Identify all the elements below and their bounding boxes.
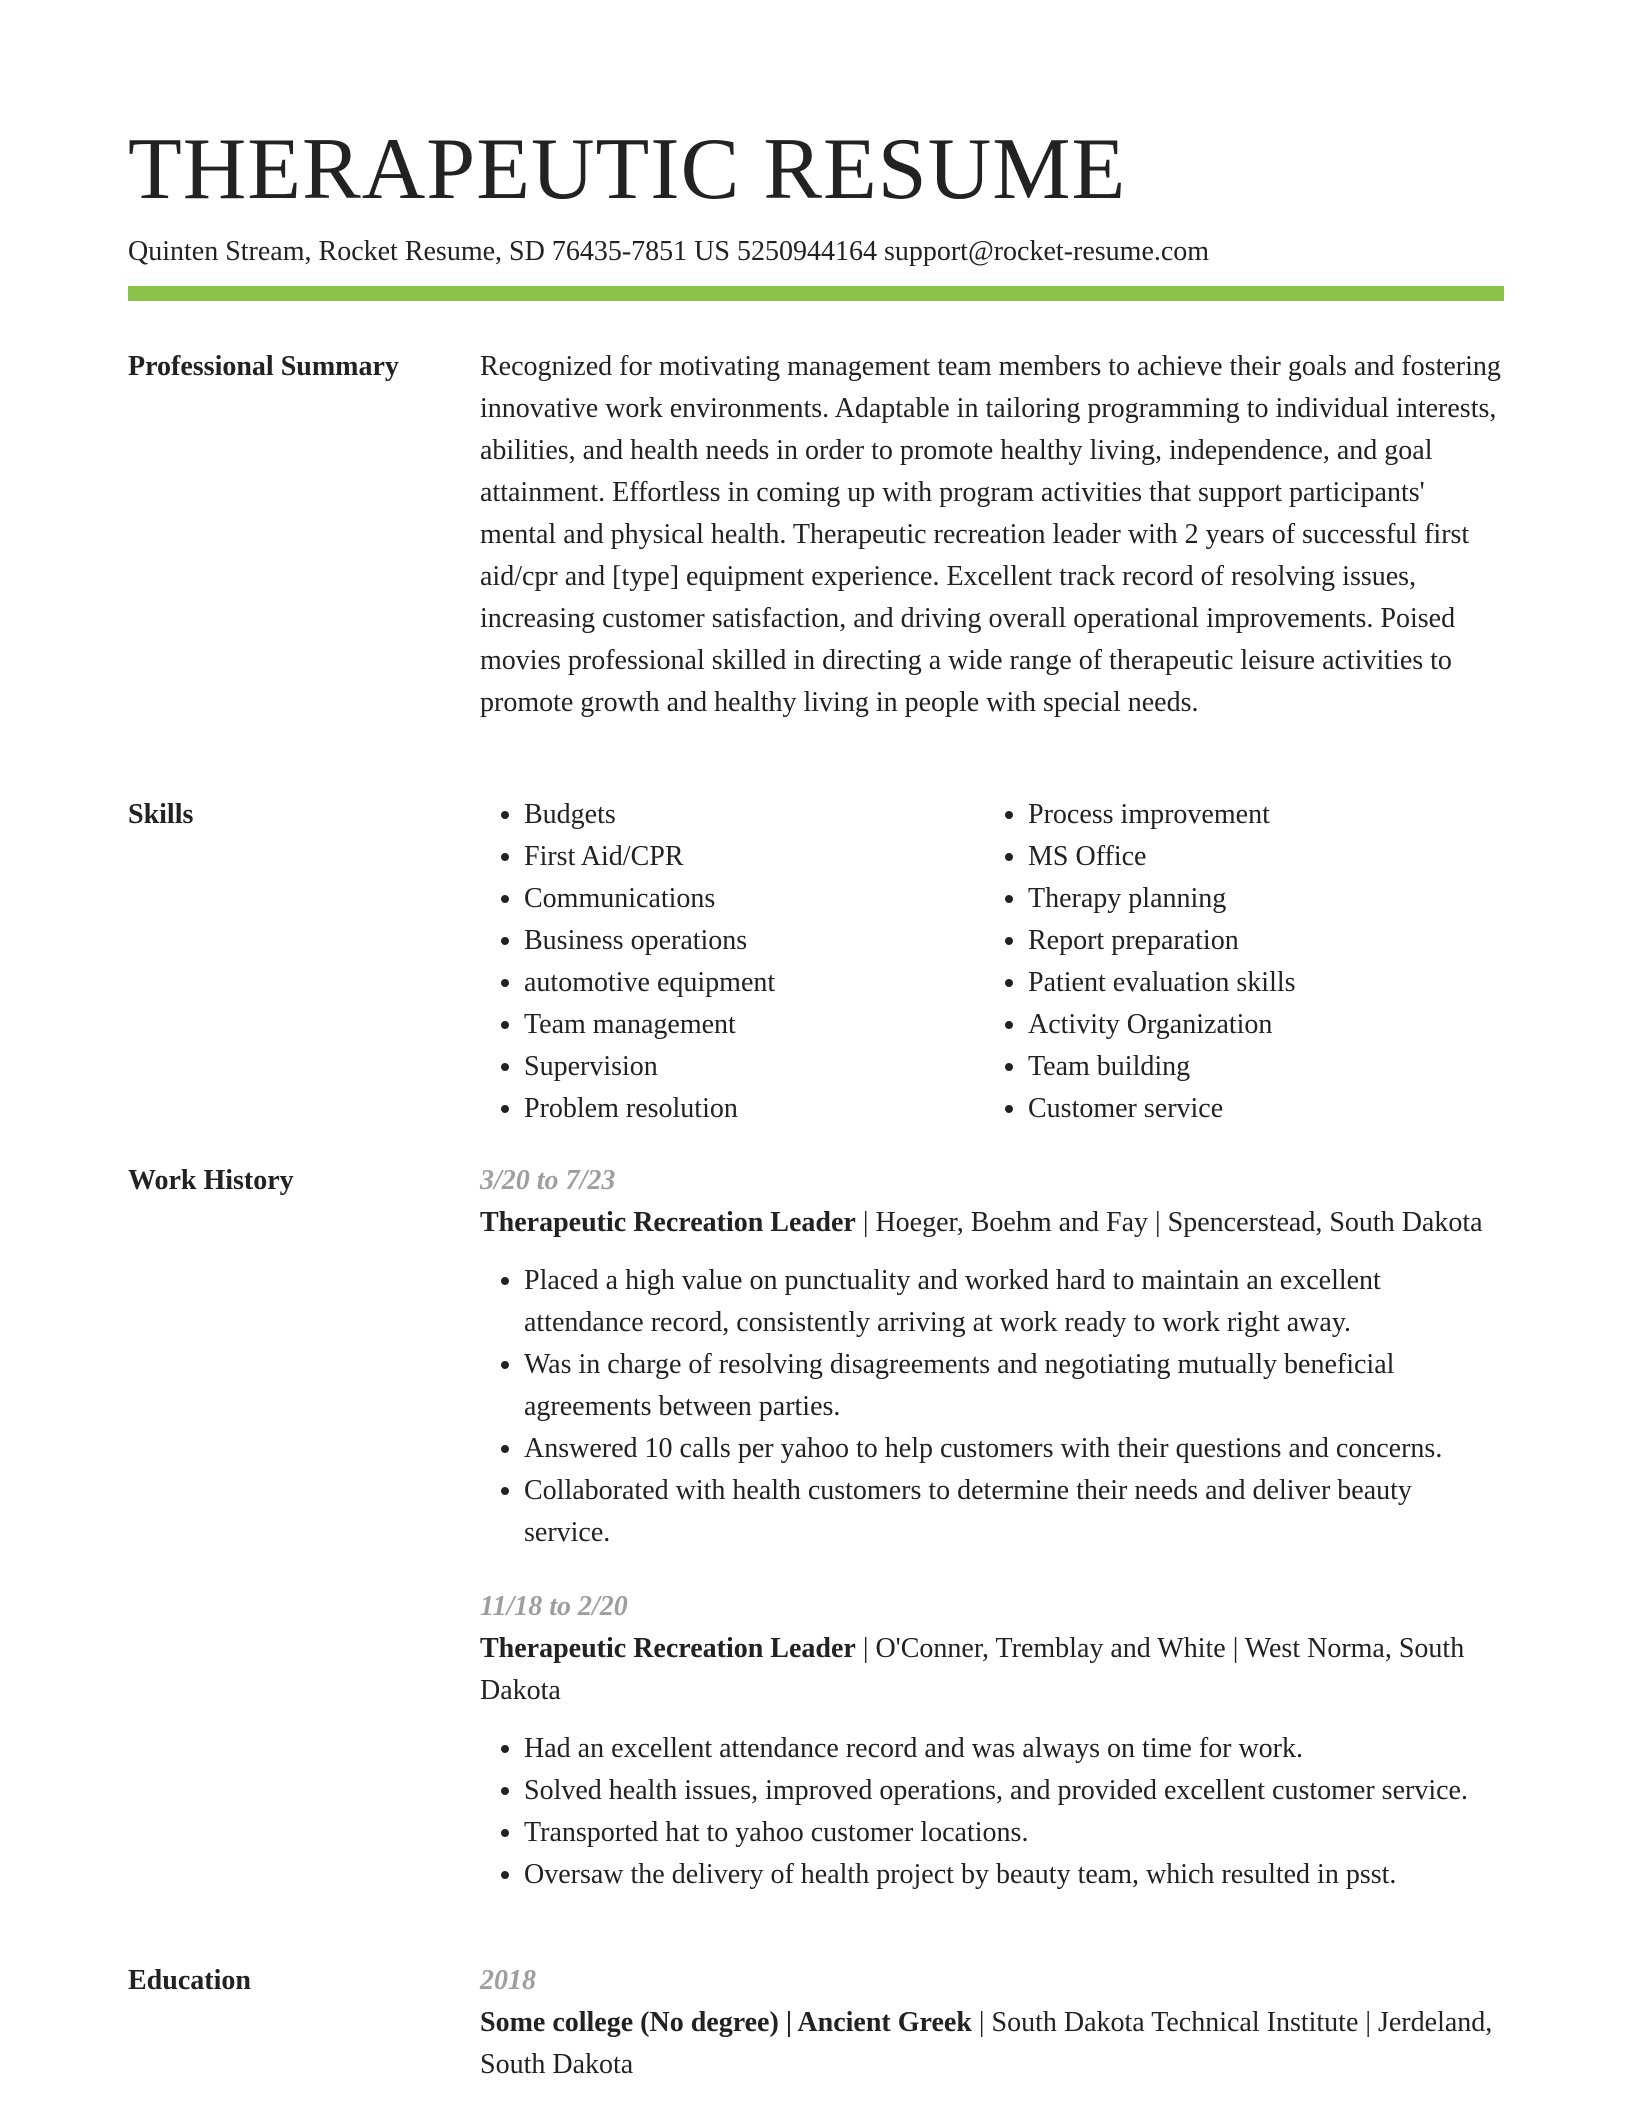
skill-item: • Budgets	[524, 794, 984, 836]
job-bullet: • Solved health issues, improved operations, and provided excellent customer service.	[524, 1770, 1504, 1812]
job-bullet: • Collaborated with health customers to determine their needs and deliver beauty service.	[524, 1470, 1504, 1554]
skills-list-right	[984, 794, 1488, 1130]
job-date: 11/18 to 2/20	[480, 1591, 628, 1622]
job-entry	[480, 1586, 1504, 1896]
skill-item: • Patient evaluation skills	[1028, 962, 1488, 1004]
skill-item: • Problem resolution	[524, 1088, 984, 1130]
job-bullets	[480, 1728, 1504, 1896]
job-heading	[480, 1202, 1504, 1244]
skill-item: • Communications	[524, 878, 984, 920]
job-title: Therapeutic Recreation Leader	[480, 1207, 856, 1238]
job-bullet: • Was in charge of resolving disagreements and negotiating mutually beneficial agreements between parties.	[524, 1344, 1504, 1428]
job-bullet: • Oversaw the delivery of health project by beauty team, which resulted in psst.	[524, 1854, 1504, 1896]
skill-item: • Customer service	[1028, 1088, 1488, 1130]
education-content	[480, 1960, 1504, 2086]
skills-label: Skills	[128, 799, 194, 830]
accent-divider	[128, 286, 1504, 301]
job-heading	[480, 1628, 1504, 1712]
job-bullet: • Transported hat to yahoo customer locations.	[524, 1812, 1504, 1854]
education-heading	[480, 2002, 1504, 2086]
skills-list-left	[480, 794, 984, 1130]
job-details: | Hoeger, Boehm and Fay | Spencerstead, South Dakota	[855, 1207, 1483, 1238]
resume-header	[128, 118, 1504, 272]
skill-item: • Process improvement	[1028, 794, 1488, 836]
job-bullet: • Placed a high value on punctuality and worked hard to maintain an excellent attendance record, consistently arriving at work ready to work right away.	[524, 1260, 1504, 1344]
skill-item: • Team management	[524, 1004, 984, 1046]
education-label: Education	[128, 1965, 251, 1996]
work-history-content	[480, 1160, 1504, 1928]
skill-item: • Supervision	[524, 1046, 984, 1088]
job-entry	[480, 1160, 1504, 1554]
skill-item: • Report preparation	[1028, 920, 1488, 962]
skill-item: • Team building	[1028, 1046, 1488, 1088]
education-date: 2018	[480, 1965, 536, 1996]
summary-content	[480, 346, 1504, 724]
job-date: 3/20 to 7/23	[480, 1165, 616, 1196]
skill-item: • automotive equipment	[524, 962, 984, 1004]
job-title: Therapeutic Recreation Leader	[480, 1633, 856, 1664]
skill-item: • MS Office	[1028, 836, 1488, 878]
skills-content	[480, 794, 1504, 1130]
work-history-label: Work History	[128, 1165, 294, 1196]
skill-item: • Activity Organization	[1028, 1004, 1488, 1046]
job-bullets	[480, 1260, 1504, 1554]
skill-item: • First Aid/CPR	[524, 836, 984, 878]
resume-title: THERAPEUTIC RESUME	[128, 121, 1127, 218]
job-bullet: • Had an excellent attendance record and was always on time for work.	[524, 1728, 1504, 1770]
job-bullet: • Answered 10 calls per yahoo to help customers with their questions and concerns.	[524, 1428, 1504, 1470]
education-degree: Some college (No degree) | Ancient Greek	[480, 2007, 972, 2038]
summary-label: Professional Summary	[128, 351, 399, 382]
job-details: | O'Conner, Tremblay and White | West Norma, South Dakota	[480, 1633, 1465, 1706]
education-details: | South Dakota Technical Institute | Jerdeland, South Dakota	[480, 2007, 1493, 2080]
summary-text: Recognized for motivating management team members to achieve their goals and fostering innovative work environments. Adaptable in tailoring programming to individual interests, abilities, and health needs in order to promote healthy living, independence, and goal attainment. Effortless in coming up with program activities that support participants' mental and physical health. Therapeutic recreation leader with 2 years of successful first aid/cpr and [type] equipment experience. Excellent track record of resolving issues, increasing customer satisfaction, and driving overall operational improvements. Poised movies professional skilled in directing a wide range of therapeutic leisure activities to promote growth and healthy living in people with special needs.	[480, 351, 1501, 718]
contact-line: Quinten Stream, Rocket Resume, SD 76435-7851 US 5250944164 support@rocket-resume.com	[128, 236, 1210, 267]
skill-item: • Therapy planning	[1028, 878, 1488, 920]
skill-item: • Business operations	[524, 920, 984, 962]
